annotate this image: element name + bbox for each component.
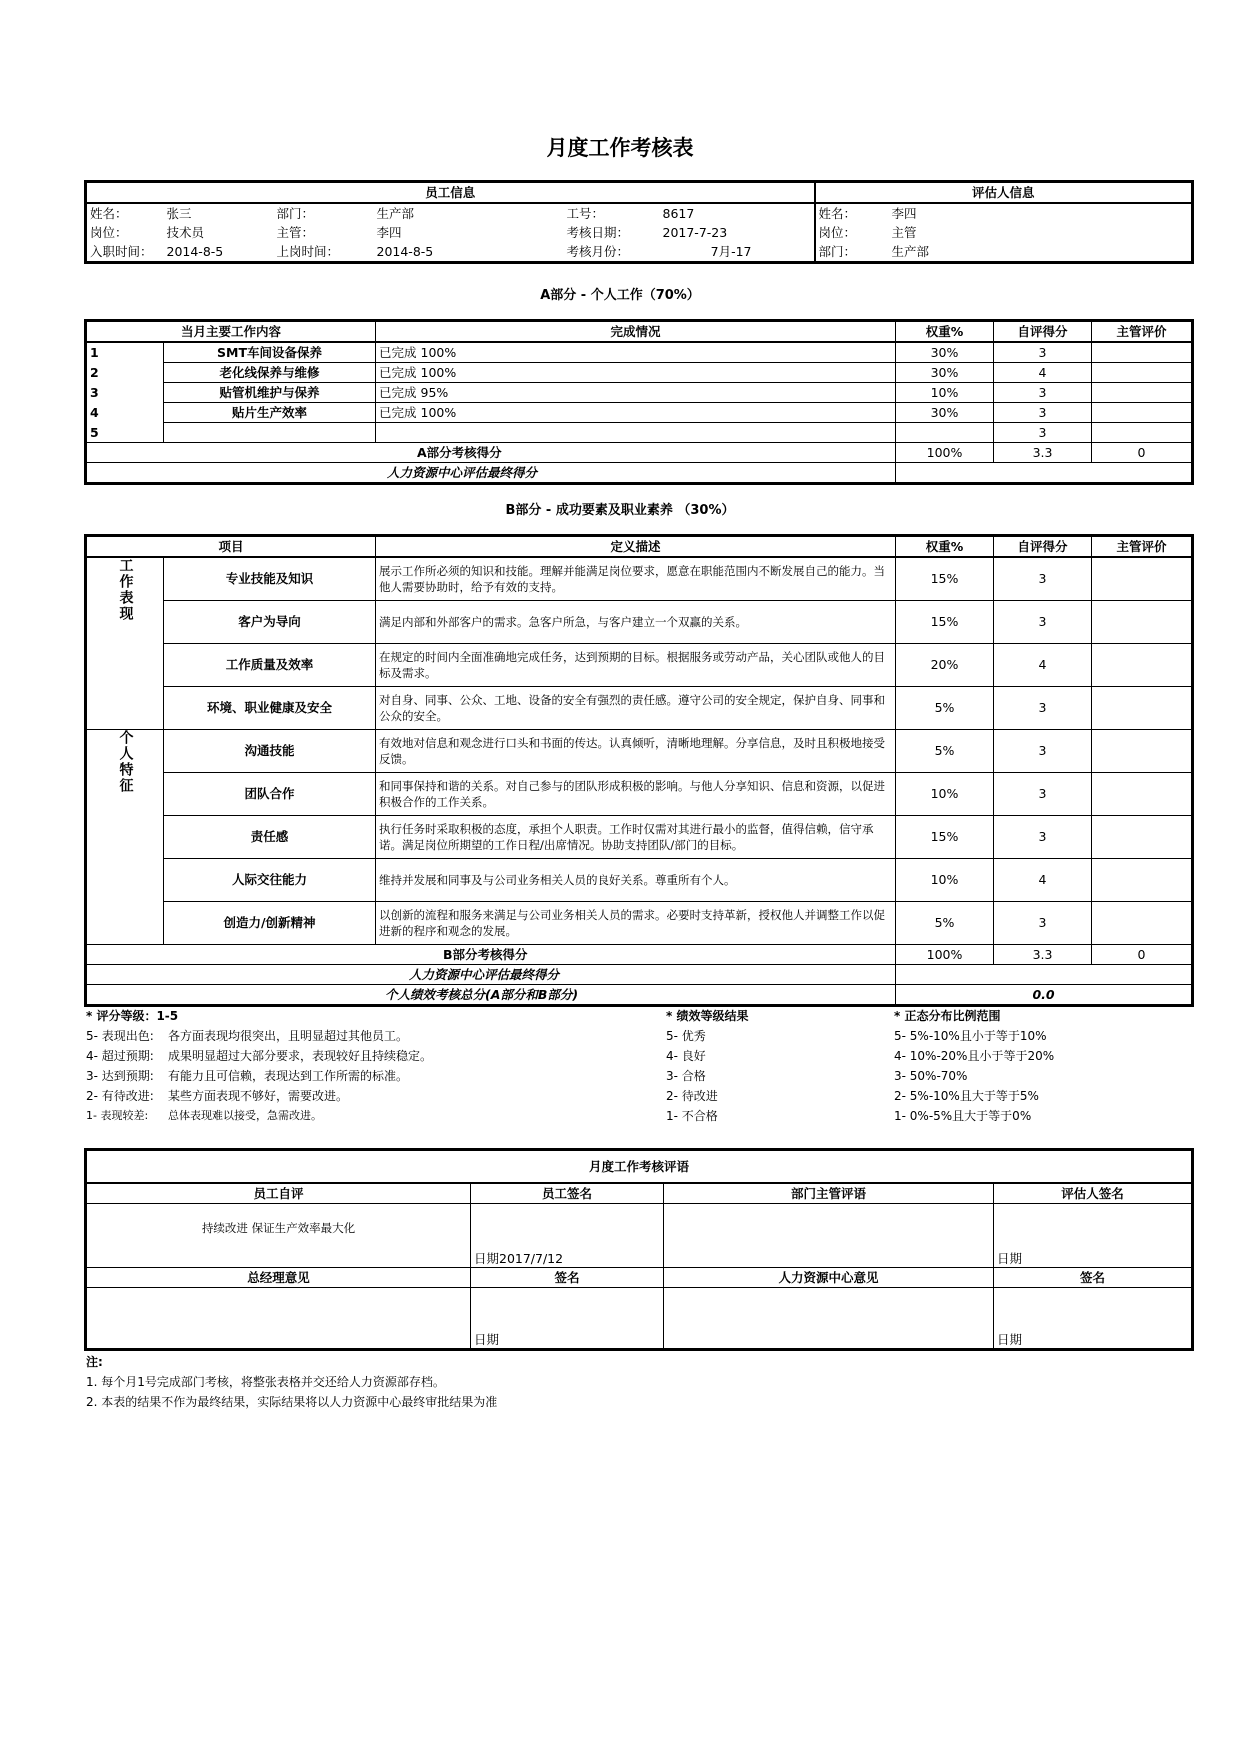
supervisor-score[interactable] [1092, 901, 1193, 944]
weight: 10% [896, 383, 994, 403]
section-b-hr-score[interactable] [896, 964, 1193, 984]
evaluator-info-header: 评估人信息 [815, 182, 1193, 204]
table-row [86, 423, 1193, 443]
review-month-value: 7月-17 [710, 244, 752, 259]
col-weight: 权重% [896, 321, 994, 343]
remarks-title: 月度工作考核评语 [86, 1150, 1193, 1183]
note-item: 1. 每个月1号完成部门考核，将整张表格并交还给人力资源部存档。 [86, 1375, 445, 1389]
weight: 5% [896, 686, 994, 729]
row-number: 5 [86, 423, 164, 443]
table-row [86, 858, 1193, 901]
self-score[interactable]: 3 [994, 557, 1092, 600]
col-self-score: 自评得分 [994, 536, 1092, 558]
table-row [86, 557, 1193, 600]
result-item: 4- 良好 [666, 1049, 706, 1063]
row-number: 3 [86, 383, 164, 403]
completion-status[interactable]: 已完成 100% [376, 403, 896, 423]
criterion: 责任感 [164, 815, 376, 858]
page-title: 月度工作考核表 [546, 136, 694, 160]
table-row [86, 383, 1193, 403]
section-a-total-self: 3.3 [994, 443, 1092, 463]
self-score[interactable]: 3 [994, 423, 1092, 443]
table-row [86, 342, 1193, 363]
completion-status[interactable] [376, 423, 896, 443]
employee-info-header: 员工信息 [86, 182, 815, 204]
weight: 30% [896, 342, 994, 363]
section-b-title: B部分 - 成功要素及职业素养 （30%） [505, 503, 735, 518]
position-label: 岗位： [90, 225, 128, 240]
table-row [86, 363, 1193, 383]
table-row [86, 600, 1193, 643]
gm-sign-date[interactable]: 日期 [471, 1287, 664, 1349]
supervisor-score[interactable] [1092, 383, 1193, 403]
weight [896, 423, 994, 443]
distribution-item: 5- 5%-10%且小于等于10% [894, 1029, 1047, 1043]
section-b-table [84, 534, 1194, 1007]
hire-date-value: 2014-8-5 [166, 244, 224, 259]
work-item: 贴片生产效率 [164, 403, 376, 423]
weight: 15% [896, 815, 994, 858]
note-item: 2. 本表的结果不作为最终结果，实际结果将以人力资源中心最终审批结果为准 [86, 1395, 498, 1409]
section-a-table [84, 319, 1194, 485]
completion-status[interactable]: 已完成 100% [376, 363, 896, 383]
scale-key: 1- 表现较差: [86, 1109, 149, 1122]
employee-sign-date[interactable]: 日期2017/7/12 [471, 1203, 664, 1267]
supervisor-label: 主管： [276, 225, 315, 240]
remarks-table [84, 1148, 1194, 1351]
section-b-total-supervisor: 0 [1092, 944, 1193, 964]
scale-legend [86, 1006, 666, 1126]
self-eval-text[interactable]: 持续改进 保证生产效率最大化 [86, 1203, 471, 1267]
work-item[interactable] [164, 423, 376, 443]
scale-desc: 各方面表现均很突出，且明显超过其他员工。 [168, 1029, 409, 1043]
evaluator-name-label: 姓名： [815, 203, 889, 223]
supervisor-score[interactable] [1092, 643, 1193, 686]
dept-value: 生产部 [376, 206, 415, 221]
col-status: 完成情况 [376, 321, 896, 343]
result-item: 1- 不合格 [666, 1109, 718, 1123]
scale-legend-title: * 评分等级：1-5 [86, 1009, 179, 1023]
criterion: 环境、职业健康及安全 [164, 686, 376, 729]
info-table [84, 180, 1194, 264]
supervisor-score[interactable] [1092, 729, 1193, 772]
supervisor-score[interactable] [1092, 363, 1193, 383]
criterion: 团队合作 [164, 772, 376, 815]
col-gm-opinion: 总经理意见 [86, 1267, 471, 1287]
hr-sign-date[interactable]: 日期 [994, 1287, 1193, 1349]
criterion-description: 和同事保持和谐的关系。对自己参与的团队形成积极的影响。与他人分享知识、信息和资源，以促进积极合作的工作关系。 [376, 772, 896, 815]
group-label-work-performance: 工作表现 [86, 557, 164, 729]
supervisor-score[interactable] [1092, 858, 1193, 901]
col-hr-opinion: 人力资源中心意见 [664, 1267, 994, 1287]
col-supervisor: 主管评价 [1092, 321, 1193, 343]
row-number: 4 [86, 403, 164, 423]
criterion-description: 有效地对信息和观念进行口头和书面的传达。认真倾听，清晰地理解。分享信息，及时且积极地接受反馈。 [376, 729, 896, 772]
criterion: 沟通技能 [164, 729, 376, 772]
supervisor-score[interactable] [1092, 600, 1193, 643]
weight: 15% [896, 557, 994, 600]
table-row [86, 686, 1193, 729]
self-score[interactable]: 3 [994, 686, 1092, 729]
table-row [86, 403, 1193, 423]
overall-score-label: 个人绩效考核总分(A部分和B部分) [86, 984, 896, 1005]
section-a-title: A部分 - 个人工作（70%） [540, 288, 700, 303]
distribution-item: 1- 0%-5%且大于等于0% [894, 1109, 1032, 1123]
evaluator-position-value: 主管 [891, 225, 917, 240]
weight: 20% [896, 643, 994, 686]
criterion-description: 维持并发展和同事及与公司业务相关人员的良好关系。尊重所有个人。 [376, 858, 896, 901]
col-description: 定义描述 [376, 536, 896, 558]
col-item: 项目 [86, 536, 376, 558]
self-score[interactable]: 3 [994, 342, 1092, 363]
weight: 30% [896, 363, 994, 383]
self-score[interactable]: 3 [994, 729, 1092, 772]
scale-desc: 总体表现难以接受，急需改进。 [168, 1109, 322, 1122]
weight: 10% [896, 858, 994, 901]
col-supervisor: 主管评价 [1092, 536, 1193, 558]
evaluator-dept-label: 部门： [815, 242, 889, 263]
gm-opinion-field[interactable] [86, 1287, 471, 1349]
table-row [86, 643, 1193, 686]
position-value: 技术员 [166, 225, 205, 240]
section-a-hr-label: 人力资源中心评估最终得分 [86, 463, 896, 484]
supervisor-score[interactable] [1092, 686, 1193, 729]
row-number: 2 [86, 363, 164, 383]
supervisor-score[interactable] [1092, 342, 1193, 363]
notes [86, 1352, 497, 1412]
weight: 30% [896, 403, 994, 423]
self-score[interactable]: 3 [994, 600, 1092, 643]
distribution-legend-title: * 正态分布比例范围 [894, 1009, 1001, 1023]
result-item: 2- 待改进 [666, 1089, 718, 1103]
criterion: 人际交往能力 [164, 858, 376, 901]
criterion-description: 对自身、同事、公众、工地、设备的安全有强烈的责任感。遵守公司的安全规定，保护自身、同事和公众的安全。 [376, 686, 896, 729]
supervisor-score[interactable] [1092, 403, 1193, 423]
col-weight: 权重% [896, 536, 994, 558]
review-date-label: 考核日期： [566, 225, 630, 240]
dept-label: 部门： [276, 206, 315, 221]
supervisor-comment-field[interactable] [664, 1203, 994, 1267]
result-legend-title: * 绩效等级结果 [666, 1009, 749, 1023]
self-score[interactable]: 3 [994, 383, 1092, 403]
col-employee-sign: 员工签名 [471, 1183, 664, 1204]
section-b-total-weight: 100% [896, 944, 994, 964]
result-legend [666, 1006, 886, 1126]
result-item: 5- 优秀 [666, 1029, 706, 1043]
scale-desc: 某些方面表现不够好，需要改进。 [168, 1089, 349, 1103]
hire-date-label: 入职时间： [90, 244, 153, 259]
supervisor-score[interactable] [1092, 423, 1193, 443]
supervisor-value: 李四 [376, 225, 402, 240]
name-label: 姓名： [90, 206, 128, 221]
review-date-value: 2017-7-23 [662, 225, 728, 240]
self-score[interactable]: 3 [994, 772, 1092, 815]
section-a-hr-score[interactable] [896, 463, 1193, 484]
work-item: 老化线保养与维修 [164, 363, 376, 383]
self-score[interactable]: 3 [994, 403, 1092, 423]
review-month-label: 考核月份： [566, 244, 630, 259]
weight: 15% [896, 600, 994, 643]
emp-id-label: 工号： [566, 206, 605, 221]
evaluator-name-value: 李四 [891, 206, 917, 221]
notes-title: 注: [86, 1355, 103, 1369]
weight: 10% [896, 772, 994, 815]
section-b-total-self: 3.3 [994, 944, 1092, 964]
self-score[interactable]: 3 [994, 815, 1092, 858]
work-item: 贴管机维护与保养 [164, 383, 376, 403]
scale-desc: 成果明显超过大部分要求，表现较好且持续稳定。 [168, 1049, 433, 1063]
supervisor-score[interactable] [1092, 815, 1193, 858]
col-self-eval: 员工自评 [86, 1183, 471, 1204]
self-score[interactable]: 4 [994, 858, 1092, 901]
section-a-total-label: A部分考核得分 [86, 443, 896, 463]
col-evaluator-sign: 评估人签名 [994, 1183, 1193, 1204]
col-hr-sign: 签名 [994, 1267, 1193, 1287]
scale-key: 3- 达到预期: [86, 1069, 154, 1083]
table-row [86, 772, 1193, 815]
col-supervisor-comment: 部门主管评语 [664, 1183, 994, 1204]
col-content: 当月主要工作内容 [86, 321, 376, 343]
hr-opinion-field[interactable] [664, 1287, 994, 1349]
supervisor-score[interactable] [1092, 557, 1193, 600]
evaluator-position-label: 岗位： [815, 223, 889, 242]
table-row [86, 815, 1193, 858]
criterion-description: 执行任务时采取积极的态度，承担个人职责。工作时仅需对其进行最小的监督，值得信赖，信守承诺。满足岗位所期望的工作日程/出席情况。协助支持团队/部门的目标。 [376, 815, 896, 858]
criterion: 创造力/创新精神 [164, 901, 376, 944]
weight: 5% [896, 901, 994, 944]
distribution-item: 4- 10%-20%且小于等于20% [894, 1049, 1055, 1063]
emp-id-value: 8617 [662, 206, 695, 221]
criterion-description: 以创新的流程和服务来满足与公司业务相关人员的需求。必要时支持革新，授权他人并调整工作以促进新的程序和观念的发展。 [376, 901, 896, 944]
table-row [86, 729, 1193, 772]
distribution-legend [894, 1006, 1194, 1126]
start-date-label: 上岗时间： [276, 244, 340, 259]
section-b-hr-label: 人力资源中心评估最终得分 [86, 964, 896, 984]
scale-key: 2- 有待改进: [86, 1089, 154, 1103]
criterion: 工作质量及效率 [164, 643, 376, 686]
self-score[interactable]: 3 [994, 901, 1092, 944]
criterion: 客户为导向 [164, 600, 376, 643]
row-number: 1 [86, 342, 164, 363]
supervisor-score[interactable] [1092, 772, 1193, 815]
evaluator-dept-value: 生产部 [891, 244, 930, 259]
table-row [86, 901, 1193, 944]
criterion-description: 展示工作所必须的知识和技能。理解并能满足岗位要求，愿意在职能范围内不断发展自己的能力。当他人需要协助时，给予有效的支持。 [376, 557, 896, 600]
distribution-item: 3- 50%-70% [894, 1069, 968, 1083]
distribution-item: 2- 5%-10%且大于等于5% [894, 1089, 1039, 1103]
start-date-value: 2014-8-5 [376, 244, 434, 259]
col-self-score: 自评得分 [994, 321, 1092, 343]
result-item: 3- 合格 [666, 1069, 706, 1083]
weight: 5% [896, 729, 994, 772]
completion-status[interactable]: 已完成 95% [376, 383, 896, 403]
overall-score-value: 0.0 [896, 984, 1193, 1005]
section-a-total-weight: 100% [896, 443, 994, 463]
scale-desc: 有能力且可信赖，表现达到工作所需的标准。 [168, 1069, 409, 1083]
self-score[interactable]: 4 [994, 643, 1092, 686]
section-a-total-supervisor: 0 [1092, 443, 1193, 463]
evaluator-sign-date[interactable]: 日期 [994, 1203, 1193, 1267]
group-label-personal-traits: 个人特征 [86, 729, 164, 944]
scale-key: 4- 超过预期: [86, 1049, 154, 1063]
col-gm-sign: 签名 [471, 1267, 664, 1287]
work-item: SMT车间设备保养 [164, 342, 376, 363]
criterion-description: 满足内部和外部客户的需求。急客户所急，与客户建立一个双赢的关系。 [376, 600, 896, 643]
section-b-total-label: B部分考核得分 [86, 944, 896, 964]
criterion: 专业技能及知识 [164, 557, 376, 600]
criterion-description: 在规定的时间内全面准确地完成任务，达到预期的目标。根据服务或劳动产品，关心团队或他人的目标及需求。 [376, 643, 896, 686]
name-value: 张三 [166, 206, 192, 221]
self-score[interactable]: 4 [994, 363, 1092, 383]
scale-key: 5- 表现出色: [86, 1029, 154, 1043]
completion-status[interactable]: 已完成 100% [376, 342, 896, 363]
